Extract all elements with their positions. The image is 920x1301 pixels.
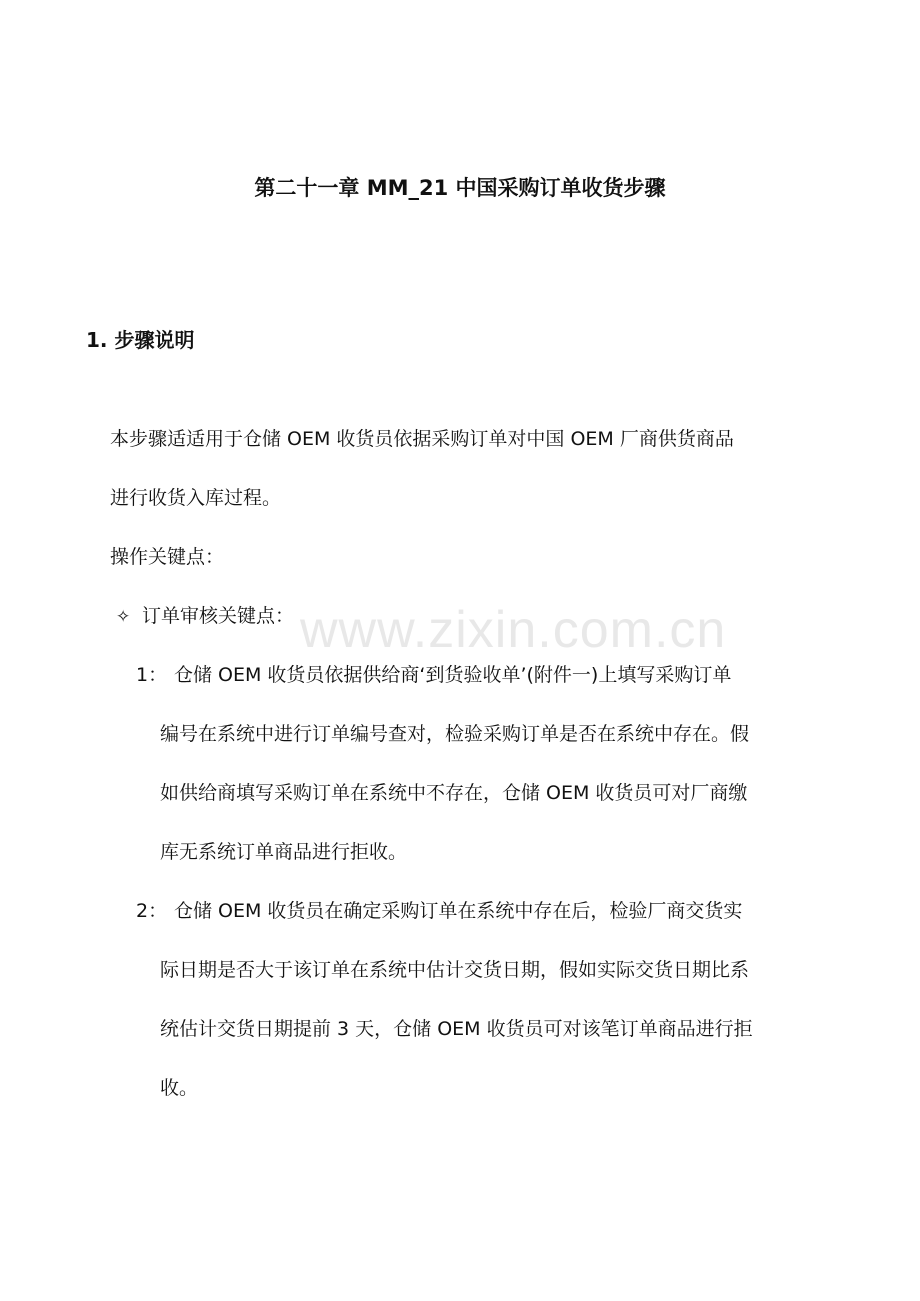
item-number: 1： [136,664,168,686]
item-number: 2： [136,900,168,922]
section-heading: 1. 步骤说明 [86,328,195,352]
four-point-star-icon: ✧ [116,607,131,627]
bullet-label: 订单审核关键点： [142,605,295,627]
item-text: 际日期是否大于该订单在系统中估计交货日期，假如实际交货日期比系 [160,959,750,981]
item-text: 库无系统订单商品进行拒收。 [160,841,408,863]
item-text: 收。 [160,1077,199,1099]
list-item [136,882,753,1118]
item-text: 仓储 OEM 收货员在确定采购订单在系统中存在后，检验厂商交货实 [174,900,743,922]
item-text: 如供给商填写采购订单在系统中不存在，仓储 OEM 收货员可对厂商缴 [160,782,748,804]
keypoints-label: 操作关键点： [110,546,225,568]
intro-line: 进行收货入库过程。 [110,487,282,509]
intro-line: 本步骤适适用于仓储 OEM 收货员依据采购订单对中国 OEM 厂商供货商品 [110,428,734,450]
item-text: 仓储 OEM 收货员依据供给商‘到货验收单’(附件一)上填写采购订单 [174,664,732,686]
bullet-item [116,587,294,647]
chapter-title: 第二十一章 MM_21 中国采购订单收货步骤 [254,176,666,200]
watermark: www.zixin.com.cn [300,601,727,659]
item-text: 编号在系统中进行订单编号查对，检验采购订单是否在系统中存在。假 [160,723,750,745]
intro-paragraph [110,410,734,528]
item-text: 统估计交货日期提前 3 天，仓储 OEM 收货员可对该笔订单商品进行拒 [160,1018,753,1040]
list-item [136,646,749,882]
